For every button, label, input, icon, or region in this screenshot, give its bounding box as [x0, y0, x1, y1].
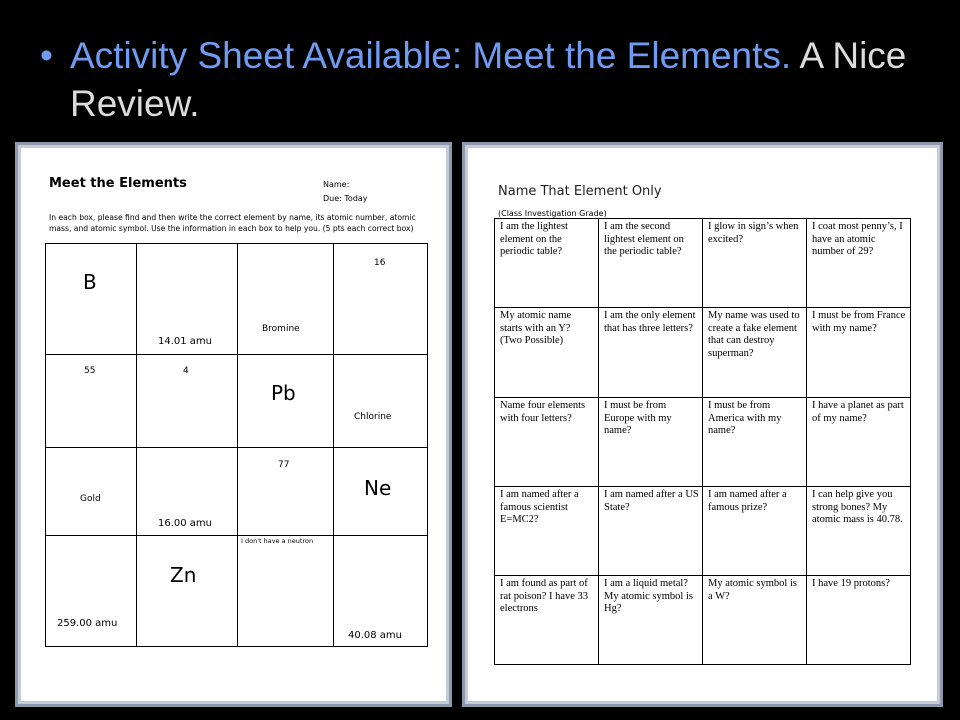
- due-label: Due: Today: [323, 194, 368, 203]
- cell-text: Chlorine: [354, 412, 392, 422]
- cell-text: 14.01 amu: [158, 336, 213, 347]
- cell-text: 16: [374, 258, 386, 268]
- grid-cell: [334, 536, 428, 647]
- question-cell: Name four elements with four letters?: [495, 398, 599, 487]
- sheet-title: Meet the Elements: [49, 176, 187, 191]
- cell-text: B: [83, 270, 97, 294]
- cell-text: Pb: [271, 381, 296, 405]
- grid-cell: [238, 448, 334, 536]
- question-cell: I am the only element that has three letters?: [599, 308, 703, 398]
- question-cell: My name was used to create a fake element that can destroy superman?: [703, 308, 807, 398]
- grid-cell: [334, 244, 428, 355]
- sheet-subtitle: (Class Investigation Grade): [498, 209, 607, 218]
- cell-text: 4: [183, 366, 189, 376]
- question-cell: I must be from America with my name?: [703, 398, 807, 487]
- grid-cell: [137, 244, 238, 355]
- cell-text: Gold: [80, 494, 101, 504]
- question-cell: I am the lightest element on the periodic table?: [495, 219, 599, 308]
- grid-cell: [137, 448, 238, 536]
- grid-cell: [46, 448, 137, 536]
- question-cell: I am named after a famous scientist E=MC2?: [495, 487, 599, 576]
- cell-text: 77: [278, 460, 290, 470]
- cell-text: Ne: [364, 476, 392, 500]
- grid-cell: [137, 536, 238, 647]
- sheet-title: Name That Element Only: [498, 184, 662, 199]
- cell-text: Zn: [170, 563, 197, 587]
- question-cell: I must be from France with my name?: [807, 308, 911, 398]
- title-main: Activity Sheet Available: Meet the Elements.: [70, 35, 792, 76]
- cell-text: 40.08 amu: [348, 630, 403, 641]
- question-cell: My atomic name starts with an Y? (Two Possible): [495, 308, 599, 398]
- grid-cell: [46, 244, 137, 355]
- grid-cell: [46, 355, 137, 448]
- grid-cell: [238, 244, 334, 355]
- cell-text: 55: [84, 366, 96, 376]
- questions-grid: [494, 218, 911, 665]
- question-cell: I am named after a famous prize?: [703, 487, 807, 576]
- grid-cell: [46, 536, 137, 647]
- question-cell: I have a planet as part of my name?: [807, 398, 911, 487]
- cell-text: 16.00 amu: [158, 518, 213, 529]
- question-cell: I can help give you strong bones? My atomic mass is 40.78.: [807, 487, 911, 576]
- question-cell: I coat most penny’s, I have an atomic number of 29?: [807, 219, 911, 308]
- question-cell: I am a liquid metal? My atomic symbol is Hg?: [599, 576, 703, 665]
- grid-cell: [334, 355, 428, 448]
- bullet-icon: •: [40, 35, 53, 76]
- grid-cell: [238, 355, 334, 448]
- question-cell: I have 19 protons?: [807, 576, 911, 665]
- meet-the-elements-sheet: [15, 142, 452, 707]
- instructions: In each box, please find and then write the correct element by name, its atomic number, atomic mass, and atomic symbol. Use the information in each box to help you. (5 pts each correct box): [49, 213, 416, 233]
- grid-cell: [334, 448, 428, 536]
- question-cell: I am found as part of rat poison? I have 33 electrons: [495, 576, 599, 665]
- question-cell: My atomic symbol is a W?: [703, 576, 807, 665]
- question-cell: I glow in sign’s when excited?: [703, 219, 807, 308]
- title-tail: A Nice Review.: [70, 35, 907, 124]
- question-cell: I am named after a US State?: [599, 487, 703, 576]
- grid-cell: [137, 355, 238, 448]
- question-cell: I must be from Europe with my name?: [599, 398, 703, 487]
- grid-cell: [238, 536, 334, 647]
- elements-grid: [45, 243, 428, 647]
- cell-text: Bromine: [262, 324, 300, 334]
- question-cell: I am the second lightest element on the periodic table?: [599, 219, 703, 308]
- slide-title: [40, 32, 940, 128]
- cell-text: 259.00 amu: [57, 618, 118, 629]
- name-that-element-sheet: [462, 142, 943, 707]
- name-label: Name:: [323, 180, 350, 189]
- cell-text: I don't have a neutron: [241, 537, 314, 545]
